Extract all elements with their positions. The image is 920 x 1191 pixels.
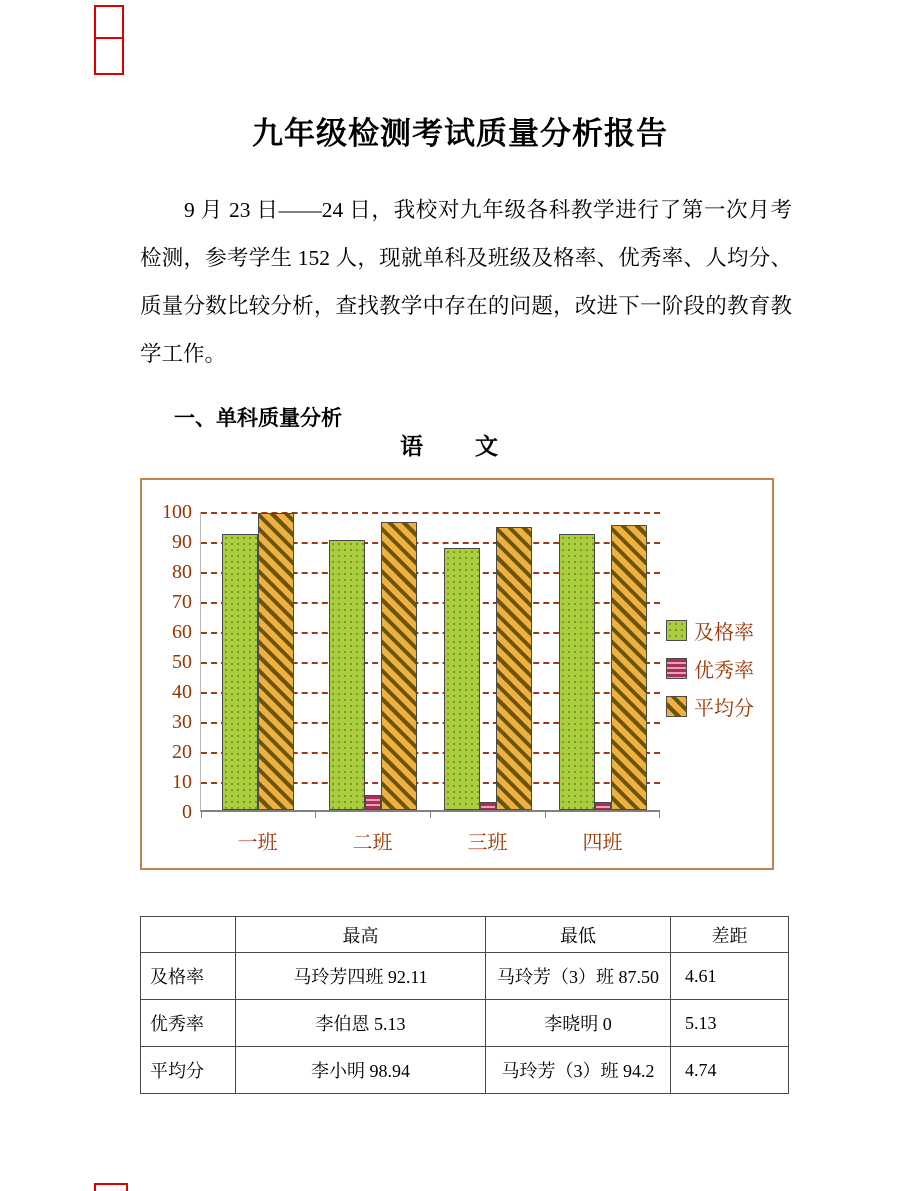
legend-swatch-pass-icon <box>666 620 687 641</box>
bar-excellent-rate <box>365 795 381 810</box>
row-label: 及格率 <box>141 953 236 1000</box>
legend-swatch-excellent-icon <box>666 658 687 679</box>
cell-gap: 5.13 <box>671 1000 789 1047</box>
table-header-gap: 差距 <box>671 917 789 953</box>
cell-max: 李小明 98.94 <box>236 1047 486 1094</box>
x-axis-tick <box>201 810 202 818</box>
red-table-fragment-top <box>94 5 124 75</box>
y-tick-label: 70 <box>172 591 192 613</box>
legend-swatch-average-icon <box>666 696 687 717</box>
y-axis-labels <box>142 501 192 823</box>
y-tick-label: 40 <box>172 681 192 703</box>
red-fragment-divider <box>96 7 122 39</box>
legend-label-pass: 及格率 <box>694 622 754 644</box>
x-category-label: 一班 <box>237 832 278 854</box>
bar-average-score <box>611 525 647 810</box>
legend-item-excellent <box>666 654 754 683</box>
table-row-average-score <box>141 1047 789 1094</box>
y-tick-label: 60 <box>172 621 192 643</box>
bar-pass-rate <box>222 534 258 810</box>
table-header-blank <box>141 917 236 953</box>
section-heading: 一、单科质量分析 <box>174 407 342 430</box>
cell-gap: 4.61 <box>671 953 789 1000</box>
row-label: 平均分 <box>141 1047 236 1094</box>
bar-pass-rate <box>329 540 365 810</box>
bar-average-score <box>258 513 294 810</box>
y-tick-label: 20 <box>172 741 192 763</box>
x-axis-tick <box>315 810 316 818</box>
cell-max: 马玲芳四班 92.11 <box>236 953 486 1000</box>
plot-area <box>200 512 660 812</box>
x-axis-labels <box>200 826 660 855</box>
cell-gap: 4.74 <box>671 1047 789 1094</box>
legend-label-average: 平均分 <box>694 698 754 720</box>
red-table-fragment-bottom <box>94 1183 128 1191</box>
y-tick-label: 100 <box>162 501 192 523</box>
page-title: 九年级检测考试质量分析报告 <box>252 116 668 151</box>
y-tick-label: 10 <box>172 771 192 793</box>
y-tick-label: 0 <box>182 801 192 823</box>
y-tick-label: 30 <box>172 711 192 733</box>
y-tick-label: 80 <box>172 561 192 583</box>
subject-score-chart <box>140 478 774 870</box>
cell-min: 马玲芳（3）班 87.50 <box>486 953 671 1000</box>
chart-legend <box>666 616 754 721</box>
legend-label-excellent: 优秀率 <box>694 660 754 682</box>
bar-group-class1 <box>201 513 316 810</box>
chart-title: 语 文 <box>400 433 500 459</box>
bar-pass-rate <box>559 534 595 810</box>
bar-average-score <box>381 522 417 810</box>
bar-average-score <box>496 527 532 810</box>
bar-groups <box>201 512 660 810</box>
bar-group-class4 <box>545 525 660 810</box>
y-tick-label: 90 <box>172 531 192 553</box>
legend-item-average <box>666 692 754 721</box>
cell-min: 马玲芳（3）班 94.2 <box>486 1047 671 1094</box>
x-axis-tick <box>430 810 431 818</box>
x-axis-tick <box>659 810 660 818</box>
x-category-label: 二班 <box>352 832 393 854</box>
cell-min: 李晓明 0 <box>486 1000 671 1047</box>
legend-item-pass <box>666 616 754 645</box>
summary-table <box>140 916 789 1094</box>
table-header-row <box>141 917 789 953</box>
intro-paragraph: 9 月 23 日——24 日，我校对九年级各科教学进行了第一次月考检测，参考学生 152 人，现就单科及班级及格率、优秀率、人均分、质量分数比较分析，查找教学中存在的问题，改进下一阶段的教育教学工作。 <box>140 198 792 366</box>
cell-max: 李伯恩 5.13 <box>236 1000 486 1047</box>
bar-excellent-rate <box>595 802 611 810</box>
x-axis-tick <box>545 810 546 818</box>
bar-excellent-rate <box>480 802 496 810</box>
row-label: 优秀率 <box>141 1000 236 1047</box>
bar-pass-rate <box>444 548 480 811</box>
table-row-pass-rate <box>141 953 789 1000</box>
bar-group-class3 <box>431 527 546 810</box>
y-tick-label: 50 <box>172 651 192 673</box>
bar-group-class2 <box>316 522 431 810</box>
table-header-max: 最高 <box>236 917 486 953</box>
table-header-min: 最低 <box>486 917 671 953</box>
x-category-label: 四班 <box>582 832 623 854</box>
x-category-label: 三班 <box>467 832 508 854</box>
table-row-excellent-rate <box>141 1000 789 1047</box>
